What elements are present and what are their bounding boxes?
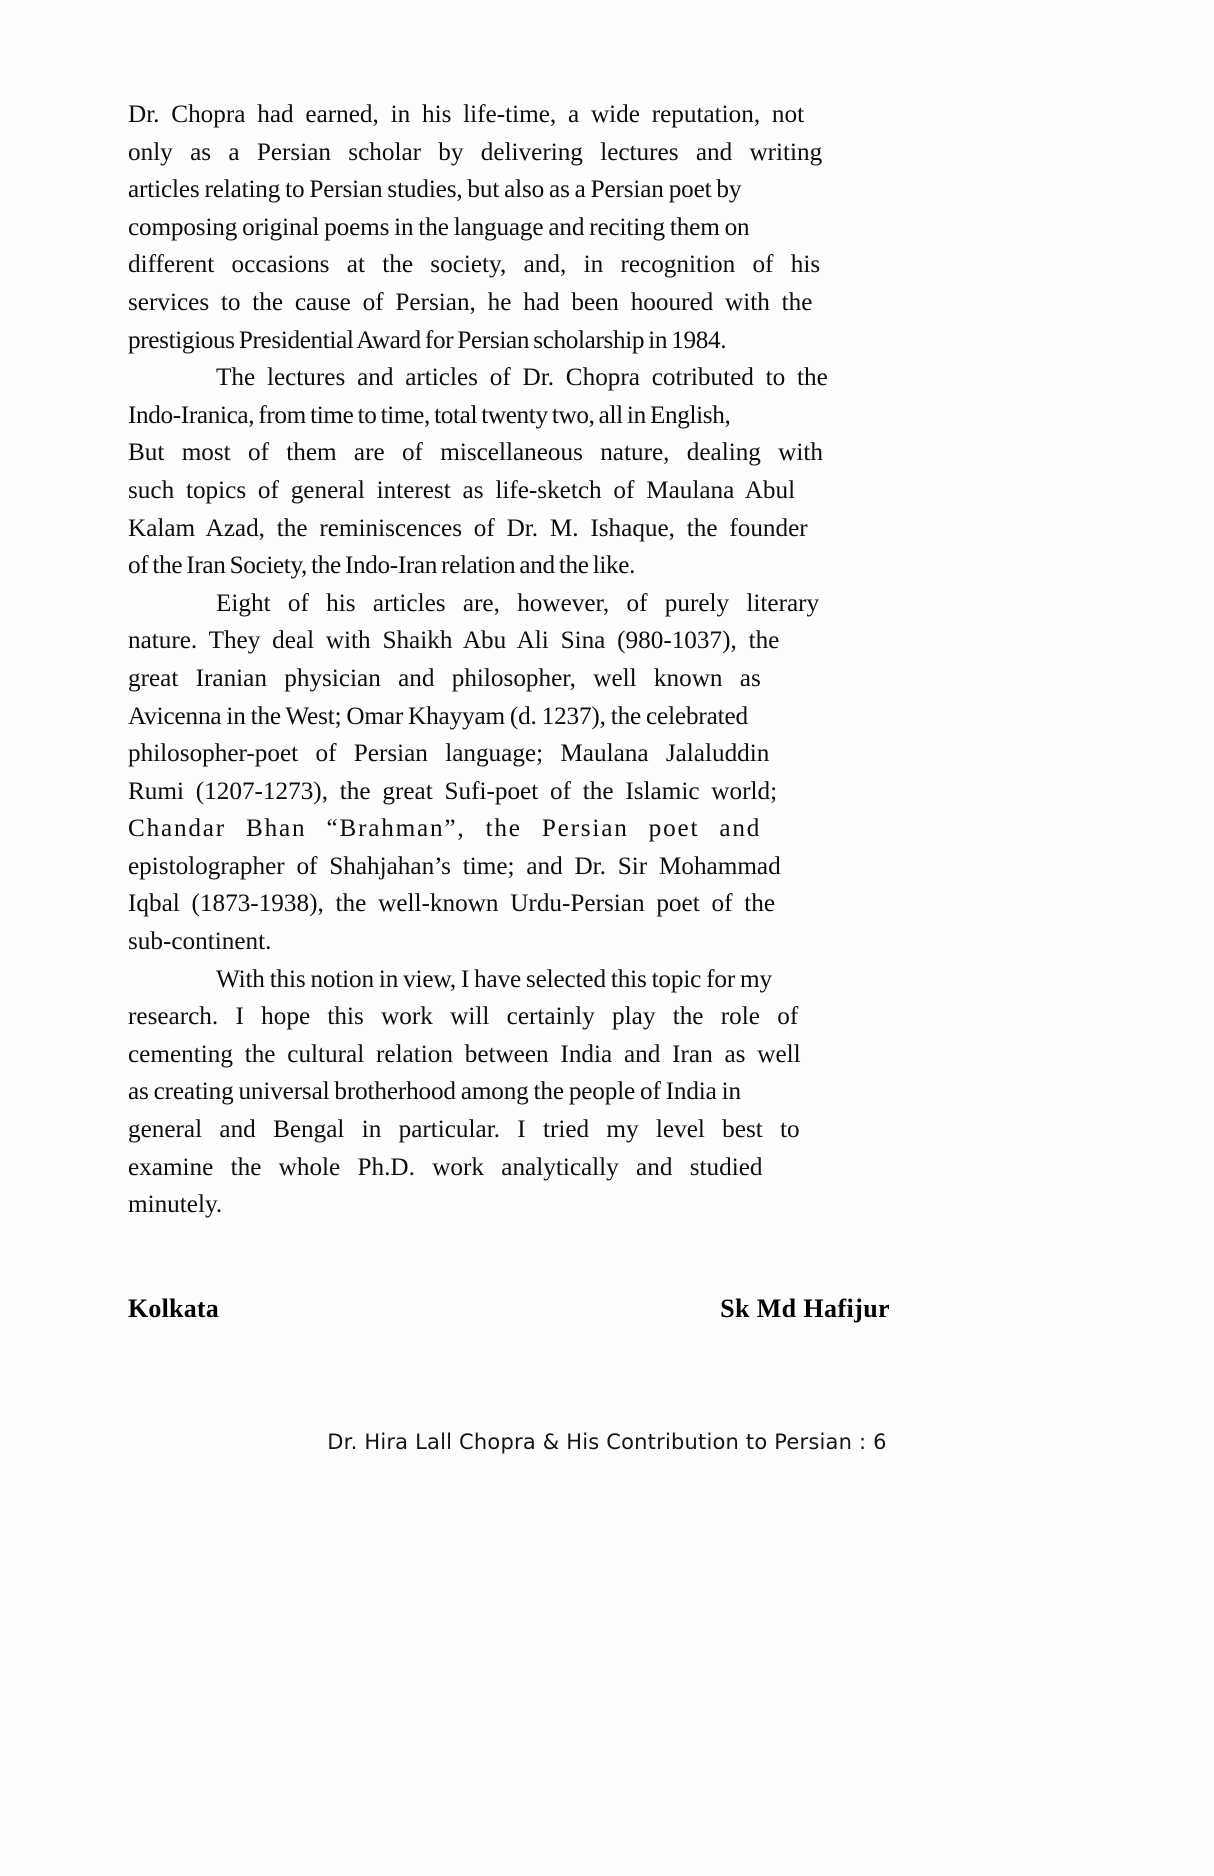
text-line: Kalam Azad, the reminiscences of Dr. M. Ishaque, the founder: [128, 514, 808, 542]
page-footer: [0, 1430, 1214, 1454]
signature-block: [128, 1294, 890, 1324]
text-line: as creating universal brotherhood among the people of India in: [128, 1078, 741, 1106]
text-line: But most of them are of miscellaneous nature, dealing with: [128, 439, 823, 467]
text-line: cementing the cultural relation between India and Iran as well: [128, 1040, 801, 1068]
text-line: research. I hope this work will certainly play the role of: [128, 1003, 799, 1031]
text-line: sub-continent.: [128, 928, 272, 956]
body-text-block: [128, 96, 890, 1224]
paragraph-3: [128, 585, 890, 961]
text-line: Eight of his articles are, however, of purely literary: [216, 589, 820, 617]
text-line: The lectures and articles of Dr. Chopra cotributed to the: [216, 364, 828, 392]
paragraph-4: [128, 961, 890, 1224]
text-line: articles relating to Persian studies, but also as a Persian poet by: [128, 176, 742, 204]
text-line: of the Iran Society, the Indo-Iran relation and the like.: [128, 552, 636, 580]
text-line: services to the cause of Persian, he had been hooured with the: [128, 288, 813, 316]
text-line: Indo-Iranica, from time to time, total twenty two, all in English,: [128, 401, 731, 429]
paragraph-1: [128, 96, 890, 359]
text-line: different occasions at the society, and, in recognition of his: [128, 251, 821, 279]
text-line: minutely.: [128, 1191, 223, 1219]
signature-place: Kolkata: [128, 1294, 219, 1323]
text-line: Chandar Bhan “Brahman”, the Persian poet and: [128, 815, 762, 843]
text-line: only as a Persian scholar by delivering lectures and writing: [128, 138, 823, 166]
text-line: Iqbal (1873-1938), the well-known Urdu-Persian poet of the: [128, 890, 776, 918]
text-line: Dr. Chopra had earned, in his life-time, a wide reputation, not: [128, 101, 805, 128]
text-line: philosopher-poet of Persian language; Maulana Jalaluddin: [128, 740, 770, 768]
text-line: With this notion in view, I have selected this topic for my: [216, 965, 772, 993]
signature-name: Sk Md Hafijur: [720, 1294, 890, 1323]
text-line: prestigious Presidential Award for Persian scholarship in 1984.: [128, 326, 727, 354]
text-line: general and Bengal in particular. I tried my level best to: [128, 1116, 800, 1144]
text-line: composing original poems in the language and reciting them on: [128, 213, 750, 241]
text-line: nature. They deal with Shaikh Abu Ali Sina (980-1037), the: [128, 627, 780, 655]
text-line: Avicenna in the West; Omar Khayyam (d. 1237), the celebrated: [128, 702, 748, 730]
text-line: examine the whole Ph.D. work analytically and studied: [128, 1153, 763, 1181]
text-line: Rumi (1207-1273), the great Sufi-poet of the Islamic world;: [128, 777, 778, 805]
text-line: such topics of general interest as life-sketch of Maulana Abul: [128, 476, 796, 504]
paragraph-2: [128, 359, 890, 585]
text-line: great Iranian physician and philosopher, well known as: [128, 664, 761, 692]
text-line: epistolographer of Shahjahan’s time; and Dr. Sir Mohammad: [128, 852, 781, 880]
footer-running-title: Dr. Hira Lall Chopra & His Contribution to Persian : 6: [327, 1430, 887, 1454]
